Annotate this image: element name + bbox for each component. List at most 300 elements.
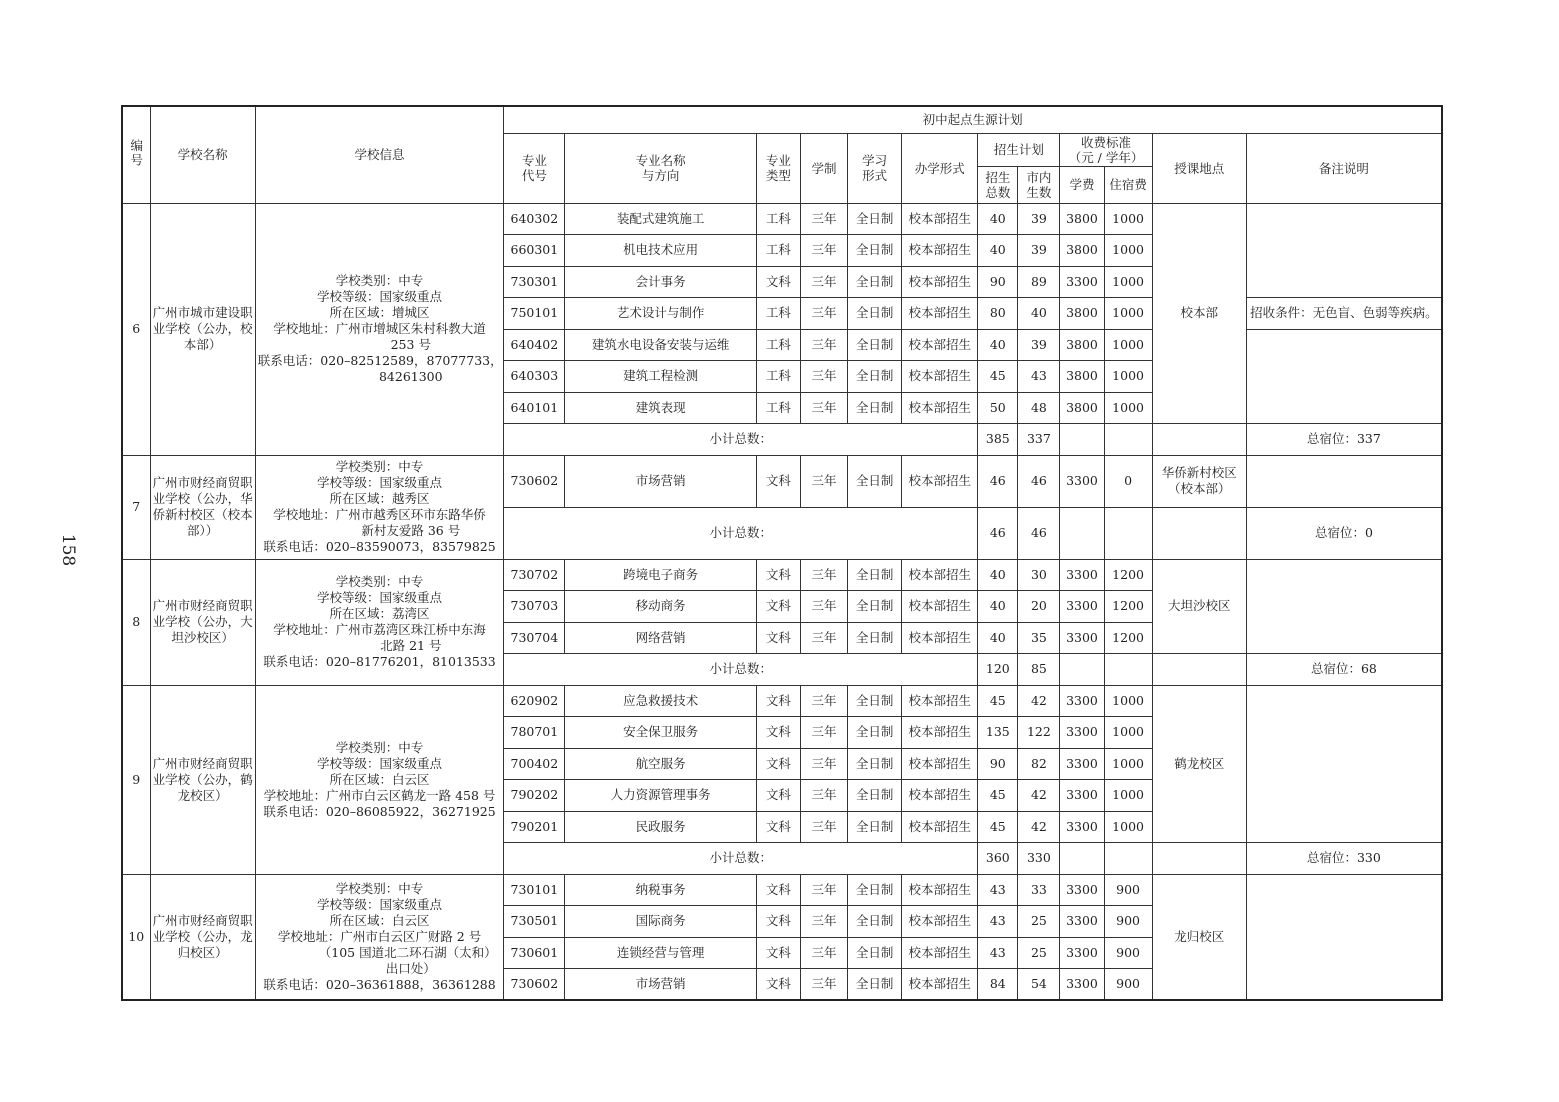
tuition: 3300 (1060, 591, 1104, 623)
school-form: 校本部招生 (902, 559, 978, 591)
school-no: 8 (122, 559, 150, 685)
header-enroll-total: 招生 总数 (978, 166, 1018, 203)
remark (1246, 455, 1442, 507)
major-code: 700402 (504, 748, 565, 780)
subtotal-enroll-city: 337 (1018, 424, 1060, 456)
school-info-line: 北路 21 号 (317, 638, 442, 653)
major-code: 750101 (504, 298, 565, 330)
school-form: 校本部招生 (902, 874, 978, 906)
enroll-total: 40 (978, 203, 1018, 235)
major-type: 文科 (756, 622, 800, 654)
tuition: 3800 (1060, 235, 1104, 267)
school-form: 校本部招生 (902, 937, 978, 969)
school-form: 校本部招生 (902, 235, 978, 267)
school-info-line: 出口处） (323, 960, 436, 976)
subtotal-tuition (1060, 843, 1104, 875)
school-info-line: 所在区域：越秀区 (329, 491, 430, 506)
enroll-city: 25 (1018, 937, 1060, 969)
school-info (255, 874, 504, 1000)
header-no: 编号 (122, 106, 150, 203)
subtotal-remark: 总宿位：68 (1246, 654, 1442, 686)
major-type: 文科 (756, 874, 800, 906)
subtotal-location (1152, 424, 1246, 456)
tuition: 3300 (1060, 906, 1104, 938)
page-number: 158 (58, 533, 79, 567)
dorm-fee: 1000 (1104, 685, 1152, 717)
tuition: 3300 (1060, 748, 1104, 780)
header-location: 授课地点 (1152, 133, 1246, 203)
table-row (122, 203, 1442, 235)
school-form: 校本部招生 (902, 685, 978, 717)
major-name: 跨境电子商务 (565, 559, 756, 591)
duration: 三年 (800, 203, 847, 235)
school-info-line: 学校类别：中专 (335, 459, 424, 474)
school-form: 校本部招生 (902, 906, 978, 938)
tuition: 3800 (1060, 298, 1104, 330)
header-tuition: 学费 (1060, 166, 1104, 203)
major-type: 工科 (756, 329, 800, 361)
enroll-total: 40 (978, 559, 1018, 591)
major-name: 民政服务 (565, 811, 756, 843)
table-row (122, 685, 1442, 717)
dorm-fee: 1000 (1104, 298, 1152, 330)
study-form: 全日制 (848, 717, 902, 749)
school-form: 校本部招生 (902, 969, 978, 1001)
major-code: 640302 (504, 203, 565, 235)
dorm-fee: 1200 (1104, 622, 1152, 654)
school-form: 校本部招生 (902, 298, 978, 330)
major-name: 连锁经营与管理 (565, 937, 756, 969)
subtotal-location (1152, 843, 1246, 875)
school-form: 校本部招生 (902, 361, 978, 393)
major-type: 工科 (756, 361, 800, 393)
major-code: 660301 (504, 235, 565, 267)
subtotal-enroll-city: 46 (1018, 507, 1060, 559)
tuition: 3800 (1060, 392, 1104, 424)
dorm-fee: 1000 (1104, 811, 1152, 843)
school-form: 校本部招生 (902, 266, 978, 298)
subtotal-dorm (1104, 654, 1152, 686)
school-form: 校本部招生 (902, 748, 978, 780)
school-info-line: 学校等级：国家级重点 (317, 289, 443, 304)
enroll-total: 43 (978, 906, 1018, 938)
enroll-total: 90 (978, 266, 1018, 298)
remark-empty (1246, 203, 1442, 298)
duration: 三年 (800, 235, 847, 267)
tuition: 3300 (1060, 780, 1104, 812)
school-name: 广州市城市建设职业学校（公办，校本部） (150, 203, 255, 455)
header-school-name: 学校名称 (150, 106, 255, 203)
header-enroll-city: 市内 生数 (1018, 166, 1060, 203)
subtotal-label: 小计总数： (504, 843, 978, 875)
duration: 三年 (800, 591, 847, 623)
major-name: 纳税事务 (565, 874, 756, 906)
enroll-total: 84 (978, 969, 1018, 1001)
tuition: 3300 (1060, 559, 1104, 591)
duration: 三年 (800, 266, 847, 298)
enroll-city: 42 (1018, 685, 1060, 717)
school-no: 7 (122, 455, 150, 559)
duration: 三年 (800, 717, 847, 749)
enroll-total: 43 (978, 874, 1018, 906)
major-code: 790202 (504, 780, 565, 812)
major-code: 730702 (504, 559, 565, 591)
study-form: 全日制 (848, 937, 902, 969)
study-form: 全日制 (848, 811, 902, 843)
remark (1246, 685, 1442, 843)
major-name: 市场营销 (565, 969, 756, 1001)
study-form: 全日制 (848, 906, 902, 938)
school-name: 广州市财经商贸职业学校（公办，龙归校区） (150, 874, 255, 1000)
dorm-fee: 1000 (1104, 392, 1152, 424)
enroll-total: 45 (978, 685, 1018, 717)
tuition: 3300 (1060, 937, 1104, 969)
remark-empty (1246, 329, 1442, 424)
school-form: 校本部招生 (902, 717, 978, 749)
tuition: 3300 (1060, 969, 1104, 1001)
major-type: 文科 (756, 780, 800, 812)
school-name: 广州市财经商贸职业学校（公办，大坦沙校区） (150, 559, 255, 685)
tuition: 3300 (1060, 266, 1104, 298)
header-study-form: 学习 形式 (848, 133, 902, 203)
school-info-line: 联系电话：020–36361888，36361288 (263, 976, 496, 992)
header-plan-group: 初中起点生源计划 (504, 106, 1442, 133)
study-form: 全日制 (848, 203, 902, 235)
school-info-line: 学校类别：中专 (335, 880, 424, 896)
study-form: 全日制 (848, 622, 902, 654)
dorm-fee: 900 (1104, 874, 1152, 906)
major-type: 文科 (756, 717, 800, 749)
school-info-line: 联系电话：020–86085922，36271925 (263, 803, 496, 819)
duration: 三年 (800, 874, 847, 906)
school-form: 校本部招生 (902, 622, 978, 654)
enroll-city: 33 (1018, 874, 1060, 906)
tuition: 3300 (1060, 685, 1104, 717)
major-name: 应急救援技术 (565, 685, 756, 717)
header-school-form: 办学形式 (902, 133, 978, 203)
school-info-line: 学校地址：广州市白云区广财路 2 号 (277, 928, 482, 944)
school-form: 校本部招生 (902, 811, 978, 843)
study-form: 全日制 (848, 455, 902, 507)
major-type: 文科 (756, 455, 800, 507)
school-info-line: 学校类别：中专 (335, 273, 424, 288)
school-form: 校本部招生 (902, 455, 978, 507)
major-name: 人力资源管理事务 (565, 780, 756, 812)
table-body (122, 203, 1442, 1000)
school-form: 校本部招生 (902, 329, 978, 361)
subtotal-enroll-city: 330 (1018, 843, 1060, 875)
major-name: 建筑工程检测 (565, 361, 756, 393)
major-name: 会计事务 (565, 266, 756, 298)
table-row (122, 874, 1442, 906)
study-form: 全日制 (848, 361, 902, 393)
subtotal-label: 小计总数： (504, 424, 978, 456)
enroll-city: 20 (1018, 591, 1060, 623)
enroll-total: 40 (978, 622, 1018, 654)
major-code: 640303 (504, 361, 565, 393)
remark (1246, 874, 1442, 1000)
school-no: 6 (122, 203, 150, 455)
duration: 三年 (800, 969, 847, 1001)
major-type: 文科 (756, 266, 800, 298)
school-info-line: 联系电话：020–83590073，83579825 (263, 539, 496, 554)
school-info-line: 联系电话：020–82512589，87077733， (257, 353, 503, 368)
school-info-line: （105 国道北二环石湖（太和） (262, 944, 497, 960)
school-no: 9 (122, 685, 150, 874)
duration: 三年 (800, 392, 847, 424)
major-name: 国际商务 (565, 906, 756, 938)
study-form: 全日制 (848, 780, 902, 812)
major-name: 艺术设计与制作 (565, 298, 756, 330)
dorm-fee: 1000 (1104, 235, 1152, 267)
duration: 三年 (800, 361, 847, 393)
major-type: 工科 (756, 235, 800, 267)
header-enroll-plan: 招生计划 (978, 133, 1060, 166)
dorm-fee: 1200 (1104, 591, 1152, 623)
school-info-line: 学校地址：广州市增城区朱村科教大道 (273, 321, 486, 336)
major-code: 790201 (504, 811, 565, 843)
subtotal-enroll-total: 120 (978, 654, 1018, 686)
study-form: 全日制 (848, 298, 902, 330)
enroll-total: 40 (978, 235, 1018, 267)
school-no: 10 (122, 874, 150, 1000)
header-remark: 备注说明 (1246, 133, 1442, 203)
enroll-city: 46 (1018, 455, 1060, 507)
enroll-city: 54 (1018, 969, 1060, 1001)
study-form: 全日制 (848, 748, 902, 780)
duration: 三年 (800, 748, 847, 780)
major-code: 730601 (504, 937, 565, 969)
enroll-city: 39 (1018, 329, 1060, 361)
school-info (255, 203, 504, 455)
duration: 三年 (800, 559, 847, 591)
header-fee-standard: 收费标准 （元 / 学年） (1060, 133, 1152, 166)
major-code: 730301 (504, 266, 565, 298)
enrollment-plan-table (121, 105, 1443, 1001)
school-form: 校本部招生 (902, 591, 978, 623)
enroll-total: 90 (978, 748, 1018, 780)
dorm-fee: 900 (1104, 906, 1152, 938)
enroll-city: 42 (1018, 780, 1060, 812)
major-name: 移动商务 (565, 591, 756, 623)
dorm-fee: 1000 (1104, 748, 1152, 780)
school-info (255, 559, 504, 685)
remark (1246, 559, 1442, 654)
school-info-line: 联系电话：020–81776201，81013533 (263, 654, 496, 669)
study-form: 全日制 (848, 235, 902, 267)
school-name: 广州市财经商贸职业学校（公办，鹤龙校区） (150, 685, 255, 874)
school-info-line: 253 号 (328, 337, 431, 352)
major-type: 工科 (756, 203, 800, 235)
study-form: 全日制 (848, 591, 902, 623)
enroll-city: 30 (1018, 559, 1060, 591)
enroll-total: 45 (978, 780, 1018, 812)
study-form: 全日制 (848, 969, 902, 1001)
subtotal-remark: 总宿位：337 (1246, 424, 1442, 456)
dorm-fee: 1000 (1104, 780, 1152, 812)
header-major-type: 专业 类型 (756, 133, 800, 203)
major-name: 装配式建筑施工 (565, 203, 756, 235)
duration: 三年 (800, 937, 847, 969)
major-name: 航空服务 (565, 748, 756, 780)
study-form: 全日制 (848, 329, 902, 361)
enroll-city: 89 (1018, 266, 1060, 298)
school-info-line: 学校类别：中专 (335, 574, 424, 589)
subtotal-tuition (1060, 424, 1104, 456)
duration: 三年 (800, 811, 847, 843)
major-name: 机电技术应用 (565, 235, 756, 267)
study-form: 全日制 (848, 266, 902, 298)
school-info-line: 所在区域：荔湾区 (329, 606, 430, 621)
table-row (122, 455, 1442, 507)
enroll-total: 45 (978, 811, 1018, 843)
dorm-fee: 1000 (1104, 266, 1152, 298)
school-info-line: 所在区域：白云区 (329, 771, 430, 787)
enroll-total: 45 (978, 361, 1018, 393)
school-info-line: 新村友爱路 36 号 (298, 523, 461, 538)
major-code: 730704 (504, 622, 565, 654)
table-header (122, 106, 1442, 203)
dorm-fee: 1000 (1104, 361, 1152, 393)
dorm-fee: 1000 (1104, 329, 1152, 361)
school-name: 广州市财经商贸职业学校（公办，华侨新村校区（校本部）） (150, 455, 255, 559)
enroll-city: 40 (1018, 298, 1060, 330)
major-code: 640101 (504, 392, 565, 424)
tuition: 3800 (1060, 361, 1104, 393)
enroll-city: 122 (1018, 717, 1060, 749)
school-info-line: 所在区域：增城区 (329, 305, 430, 320)
subtotal-enroll-total: 360 (978, 843, 1018, 875)
major-name: 网络营销 (565, 622, 756, 654)
tuition: 3300 (1060, 811, 1104, 843)
school-info (255, 685, 504, 874)
subtotal-label: 小计总数： (504, 507, 978, 559)
major-type: 文科 (756, 937, 800, 969)
major-type: 文科 (756, 811, 800, 843)
study-form: 全日制 (848, 392, 902, 424)
school-info-line: 学校等级：国家级重点 (317, 475, 443, 490)
major-name: 建筑表现 (565, 392, 756, 424)
subtotal-dorm (1104, 424, 1152, 456)
enroll-total: 80 (978, 298, 1018, 330)
enroll-city: 35 (1018, 622, 1060, 654)
subtotal-dorm (1104, 843, 1152, 875)
duration: 三年 (800, 622, 847, 654)
subtotal-enroll-total: 46 (978, 507, 1018, 559)
school-info-line: 学校地址：广州市越秀区环市东路华侨 (273, 507, 486, 522)
header-major-name: 专业名称 与方向 (565, 133, 756, 203)
dorm-fee: 1200 (1104, 559, 1152, 591)
study-form: 全日制 (848, 874, 902, 906)
header-dorm: 住宿费 (1104, 166, 1152, 203)
dorm-fee: 1000 (1104, 203, 1152, 235)
enroll-city: 42 (1018, 811, 1060, 843)
school-form: 校本部招生 (902, 203, 978, 235)
major-type: 工科 (756, 298, 800, 330)
major-code: 730602 (504, 969, 565, 1001)
tuition: 3300 (1060, 622, 1104, 654)
duration: 三年 (800, 906, 847, 938)
dorm-fee: 900 (1104, 969, 1152, 1001)
tuition: 3800 (1060, 203, 1104, 235)
enroll-total: 50 (978, 392, 1018, 424)
enroll-total: 40 (978, 329, 1018, 361)
school-info-line: 学校等级：国家级重点 (317, 896, 443, 912)
subtotal-label: 小计总数： (504, 654, 978, 686)
enroll-city: 25 (1018, 906, 1060, 938)
teaching-location: 大坦沙校区 (1152, 559, 1246, 654)
major-code: 730703 (504, 591, 565, 623)
subtotal-tuition (1060, 654, 1104, 686)
enroll-city: 82 (1018, 748, 1060, 780)
subtotal-enroll-city: 85 (1018, 654, 1060, 686)
major-name: 建筑水电设备安装与运维 (565, 329, 756, 361)
header-major-code: 专业 代号 (504, 133, 565, 203)
major-code: 620902 (504, 685, 565, 717)
enroll-city: 39 (1018, 203, 1060, 235)
enroll-city: 39 (1018, 235, 1060, 267)
teaching-location: 鹤龙校区 (1152, 685, 1246, 843)
study-form: 全日制 (848, 559, 902, 591)
tuition: 3300 (1060, 874, 1104, 906)
subtotal-location (1152, 507, 1246, 559)
school-form: 校本部招生 (902, 780, 978, 812)
subtotal-location (1152, 654, 1246, 686)
major-type: 文科 (756, 969, 800, 1001)
dorm-fee: 900 (1104, 937, 1152, 969)
major-type: 文科 (756, 685, 800, 717)
duration: 三年 (800, 329, 847, 361)
major-code: 780701 (504, 717, 565, 749)
major-type: 文科 (756, 559, 800, 591)
major-type: 文科 (756, 906, 800, 938)
school-info-line: 学校等级：国家级重点 (317, 755, 443, 771)
major-name: 安全保卫服务 (565, 717, 756, 749)
school-info-line: 学校等级：国家级重点 (317, 590, 443, 605)
school-info-line: 84261300 (316, 369, 443, 384)
enroll-total: 40 (978, 591, 1018, 623)
subtotal-dorm (1104, 507, 1152, 559)
major-code: 730602 (504, 455, 565, 507)
subtotal-enroll-total: 385 (978, 424, 1018, 456)
major-type: 文科 (756, 591, 800, 623)
teaching-location: 龙归校区 (1152, 874, 1246, 1000)
school-form: 校本部招生 (902, 392, 978, 424)
table-row (122, 559, 1442, 591)
school-info (255, 455, 504, 559)
duration: 三年 (800, 455, 847, 507)
teaching-location: 华侨新村校区（校本部） (1152, 455, 1246, 507)
school-info-line: 学校类别：中专 (335, 739, 424, 755)
enroll-total: 135 (978, 717, 1018, 749)
enroll-city: 48 (1018, 392, 1060, 424)
school-info-line: 所在区域：白云区 (329, 912, 430, 928)
enroll-total: 46 (978, 455, 1018, 507)
major-code: 730501 (504, 906, 565, 938)
study-form: 全日制 (848, 685, 902, 717)
duration: 三年 (800, 685, 847, 717)
tuition: 3300 (1060, 455, 1104, 507)
major-type: 工科 (756, 392, 800, 424)
tuition: 3800 (1060, 329, 1104, 361)
major-type: 文科 (756, 748, 800, 780)
enroll-city: 43 (1018, 361, 1060, 393)
duration: 三年 (800, 780, 847, 812)
remark-condition: 招收条件：无色盲、色弱等疾病。 (1246, 298, 1442, 330)
duration: 三年 (800, 298, 847, 330)
enroll-total: 43 (978, 937, 1018, 969)
teaching-location: 校本部 (1152, 203, 1246, 424)
